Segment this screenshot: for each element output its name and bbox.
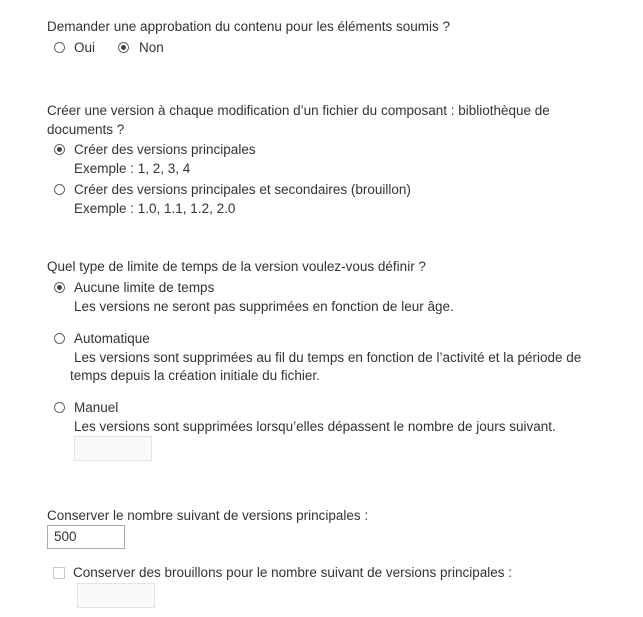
approval-yes-label[interactable]: Oui [74,40,96,55]
major-versions-label[interactable]: Créer des versions principales [74,142,256,157]
major-versions-limit-input[interactable]: 500 [47,525,125,549]
no-time-limit-label[interactable]: Aucune limite de temps [74,280,215,295]
major-minor-versions-example: Exemple : 1.0, 1.1, 1.2, 2.0 [74,201,236,216]
approval-yes-radio[interactable] [54,42,65,53]
approval-no-radio[interactable] [118,42,129,53]
versioning-question: Créer une version à chaque modification d’un fichier du composant : bibliothèque de documents ? [47,103,550,137]
automatic-radio[interactable] [54,333,65,344]
automatic-description: Les versions sont supprimées au fil du temps en fonction de l’activité et la période de temps depuis la création initiale du fichier. [70,350,582,383]
manual-radio[interactable] [54,402,65,413]
approval-question: Demander une approbation du contenu pour les éléments soumis ? [47,19,451,34]
manual-days-input[interactable] [74,436,152,461]
no-time-limit-radio[interactable] [54,282,65,293]
major-versions-limit-label: Conserver le nombre suivant de versions principales : [47,508,369,523]
major-versions-radio[interactable] [54,144,65,155]
keep-drafts-label[interactable]: Conserver des brouillons pour le nombre suivant de versions principales : [73,565,512,580]
major-minor-versions-label[interactable]: Créer des versions principales et secondaires (brouillon) [74,182,411,197]
manual-label[interactable]: Manuel [74,400,119,415]
no-time-limit-description: Les versions ne seront pas supprimées en fonction de leur âge. [74,299,454,314]
keep-drafts-checkbox[interactable] [53,567,65,579]
time-limit-question: Quel type de limite de temps de la version voulez-vous définir ? [47,259,426,274]
keep-drafts-input[interactable] [77,583,155,608]
approval-no-label[interactable]: Non [139,40,164,55]
automatic-label[interactable]: Automatique [74,331,150,346]
manual-description: Les versions sont supprimées lorsqu’elles dépassent le nombre de jours suivant. [74,419,556,434]
major-minor-versions-radio[interactable] [54,184,65,195]
major-versions-example: Exemple : 1, 2, 3, 4 [74,161,191,176]
